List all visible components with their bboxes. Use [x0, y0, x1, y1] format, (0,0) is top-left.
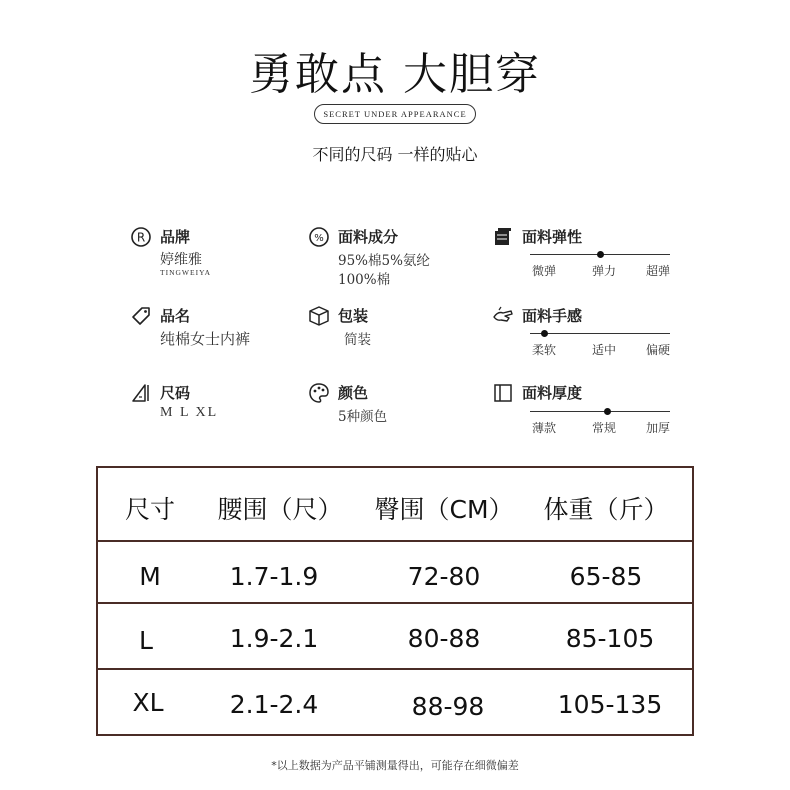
spec-color-value: 5种颜色	[338, 409, 388, 425]
scale-marker	[597, 251, 604, 258]
scale-marker	[604, 408, 611, 415]
scale-tick-low: 薄款	[531, 421, 557, 435]
scale-line	[530, 411, 670, 412]
header-cell-size: 尺寸	[124, 495, 176, 524]
table-row	[98, 670, 692, 736]
table-row	[98, 604, 692, 668]
spec-feel-label: 面料手感	[522, 307, 583, 325]
cell-waist: 1.9-2.1	[229, 624, 319, 653]
scale-tick-mid: 常规	[591, 421, 617, 435]
spec-elasticity-label: 面料弹性	[522, 228, 583, 246]
footnote: *以上数据为产品平铺测量得出，可能存在细微偏差	[271, 759, 519, 772]
svg-text:%: %	[314, 233, 324, 244]
feel-scale	[530, 333, 671, 357]
page-title: 勇敢点 大胆穿	[249, 49, 541, 100]
spec-packaging-label: 包装	[338, 307, 369, 325]
ruler-icon	[130, 382, 152, 404]
scale-tick-low: 微弹	[531, 264, 557, 278]
scale-marker	[541, 330, 548, 337]
spec-brand-value-en: TINGWEIYA	[160, 268, 212, 277]
spec-size-value: M L XL	[160, 405, 219, 420]
spec-size-label: 尺码	[160, 384, 191, 402]
spec-composition-value2: 100%棉	[338, 272, 391, 288]
cell-waist: 1.7-1.9	[229, 562, 319, 591]
spec-brand-label: 品牌	[160, 228, 191, 246]
registered-icon	[130, 226, 152, 248]
page-subtitle: 不同的尺码 一样的贴心	[312, 145, 478, 164]
header-cell-hip: 臀围（CM）	[374, 495, 514, 524]
tag-icon	[130, 305, 152, 327]
palette-icon	[308, 382, 330, 404]
scale-tick-high: 偏硬	[645, 343, 671, 357]
spec-brand-value: 婷维雅	[160, 252, 202, 268]
hand-touch-icon	[492, 305, 514, 327]
scale-tick-mid: 适中	[591, 343, 617, 357]
header-cell-waist: 腰围（尺）	[217, 495, 343, 524]
table-header-row	[98, 468, 692, 540]
cell-waist: 2.1-2.4	[229, 690, 319, 719]
size-table	[96, 466, 694, 736]
spec-composition-value1: 95%棉5%氨纶	[338, 253, 430, 269]
spec-packaging-value: 简装	[344, 332, 371, 348]
scale-tick-low: 柔软	[531, 343, 557, 357]
svg-text:R: R	[136, 230, 146, 245]
header-cell-weight: 体重（斤）	[543, 495, 669, 524]
cell-size: M	[139, 562, 161, 591]
cell-hip: 88-98	[411, 692, 485, 721]
cell-size: XL	[132, 688, 164, 717]
spec-name-value: 纯棉女士内裤	[160, 330, 251, 348]
tagline-pill: SECRET UNDER APPEARANCE	[314, 104, 476, 124]
cell-size: L	[139, 626, 153, 655]
cell-weight: 85-105	[565, 624, 655, 653]
scale-tick-mid: 弹力	[591, 264, 617, 278]
cell-weight: 105-135	[557, 690, 663, 719]
spec-composition-label: 面料成分	[338, 228, 399, 246]
spec-name-label: 品名	[160, 307, 191, 325]
fabric-layers-icon	[492, 226, 514, 248]
elasticity-scale	[530, 254, 671, 278]
cell-weight: 65-85	[569, 562, 643, 591]
spec-color-label: 颜色	[338, 384, 369, 402]
thickness-scale	[530, 411, 671, 435]
spec-thickness-label: 面料厚度	[522, 384, 583, 402]
percent-icon	[308, 226, 330, 248]
book-icon	[492, 382, 514, 404]
cell-hip: 72-80	[407, 562, 481, 591]
scale-line	[530, 333, 670, 334]
table-row	[98, 542, 692, 602]
scale-tick-high: 超弹	[645, 264, 671, 278]
scale-tick-high: 加厚	[645, 421, 671, 435]
box-icon	[308, 305, 330, 327]
cell-hip: 80-88	[407, 624, 481, 653]
